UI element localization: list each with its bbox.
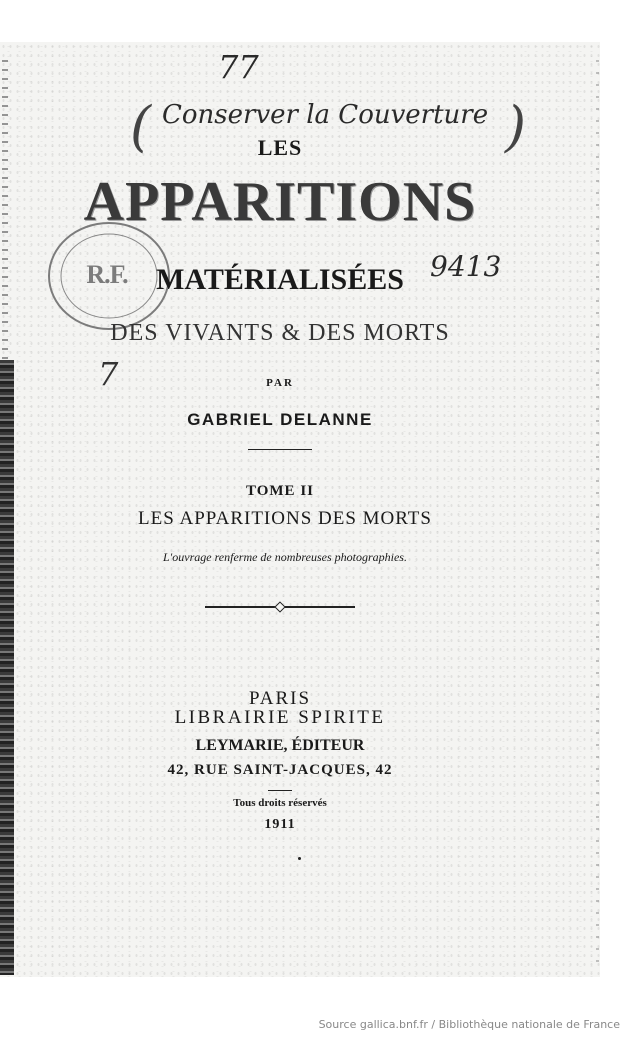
by-label: PAR	[266, 377, 294, 389]
author-divider	[248, 449, 312, 450]
ornamental-divider	[205, 602, 355, 612]
binding-edge-top	[2, 60, 8, 360]
handwritten-mark: 7	[98, 355, 119, 393]
handwritten-number: 9413	[430, 250, 502, 283]
title-main: APPARITIONS	[83, 171, 477, 233]
handwritten-paren-left: (	[130, 95, 152, 158]
source-credit: Source gallica.bnf.fr / Bibliothèque nationale de France	[318, 1018, 620, 1031]
publisher-name: LIBRAIRIE SPIRITE	[174, 707, 386, 728]
title-les: LES	[257, 135, 303, 160]
handwritten-paren-right: )	[505, 95, 527, 158]
editor-name: LEYMARIE, ÉDITEUR	[195, 737, 365, 754]
stamp-center-text: R.F.	[86, 260, 128, 289]
handwritten-annotation: Conserver la Couverture	[162, 100, 489, 130]
binding-edge	[0, 360, 14, 975]
title-materialisees: MATÉRIALISÉES	[156, 263, 404, 296]
page-right-edge	[596, 60, 599, 970]
address-divider	[268, 790, 292, 791]
author-name: GABRIEL DELANNE	[187, 410, 373, 429]
publisher-address: 42, RUE SAINT-JACQUES, 42	[167, 762, 393, 778]
title-vivants-morts: DES VIVANTS & DES MORTS	[110, 320, 450, 346]
volume-label: TOME II	[246, 483, 314, 499]
publication-city: PARIS	[248, 688, 312, 709]
publication-year: 1911	[264, 817, 296, 832]
diamond-ornament-icon	[274, 601, 285, 612]
rights-notice: Tous droits réservés	[233, 797, 327, 809]
handwritten-shelf-mark: 77	[218, 48, 259, 86]
volume-subtitle: LES APPARITIONS DES MORTS	[138, 508, 432, 529]
ink-dot	[298, 857, 301, 860]
photographs-note: L'ouvrage renferme de nombreuses photographies.	[163, 550, 407, 564]
